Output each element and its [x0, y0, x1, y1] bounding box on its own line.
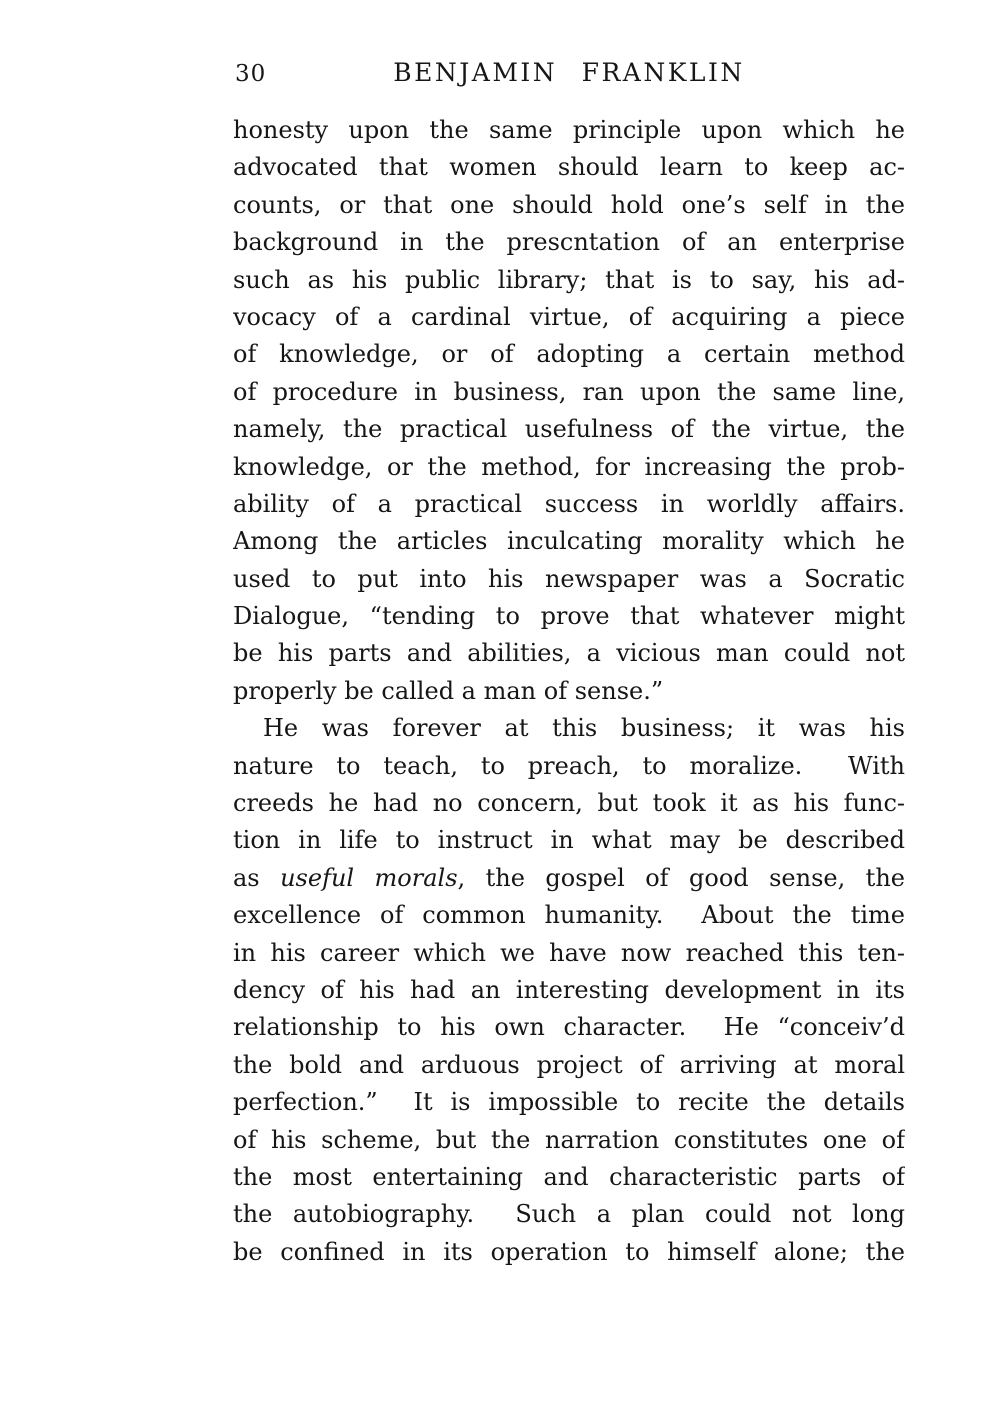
text-line	[233, 935, 905, 972]
text-segment: background in the prescntation of an enterprise	[233, 228, 905, 257]
text-line	[233, 449, 905, 486]
text-segment: , the gospel of good sense, the	[457, 863, 905, 892]
text-line	[233, 1122, 905, 1159]
text-segment: dency of his had an interesting development in its	[233, 975, 905, 1004]
text-line	[233, 1234, 905, 1271]
text-line	[233, 187, 905, 224]
italic-text: useful morals	[280, 863, 458, 892]
paragraph	[233, 112, 905, 710]
text-line	[233, 598, 905, 635]
text-line	[233, 1196, 905, 1233]
text-line	[233, 149, 905, 186]
text-line	[233, 112, 905, 149]
running-header	[233, 58, 905, 92]
text-line	[233, 262, 905, 299]
text-segment: of knowledge, or of adopting a certain method	[233, 340, 905, 369]
text-segment: knowledge, or the method, for increasing the prob-	[233, 452, 905, 481]
text-segment: nature to teach, to preach, to moralize. With	[233, 751, 905, 780]
text-segment: ability of a practical success in worldly affairs.	[233, 489, 905, 518]
text-segment: vocacy of a cardinal virtue, of acquiring a piece	[233, 302, 905, 331]
text-line	[233, 336, 905, 373]
paragraph	[233, 710, 905, 1271]
text-segment: tion in life to instruct in what may be described	[233, 826, 905, 855]
text-line	[233, 411, 905, 448]
page-text	[233, 112, 905, 1271]
text-line	[233, 374, 905, 411]
text-line	[233, 897, 905, 934]
text-segment: Dialogue, “tending to prove that whatever might	[233, 602, 905, 631]
text-segment: namely, the practical usefulness of the virtue, the	[233, 415, 905, 444]
text-segment: relationship to his own character. He “conceiv’d	[233, 1013, 905, 1042]
text-segment: used to put into his newspaper was a Socratic	[233, 564, 905, 593]
text-line	[233, 673, 905, 710]
text-line	[233, 486, 905, 523]
page-number: 30	[235, 61, 267, 87]
text-line	[233, 561, 905, 598]
text-line	[233, 1047, 905, 1084]
text-segment: of procedure in business, ran upon the same line,	[233, 377, 905, 406]
text-line	[233, 1009, 905, 1046]
text-segment: perfection.” It is impossible to recite the details	[233, 1088, 905, 1117]
text-line	[233, 523, 905, 560]
text-segment: the autobiography. Such a plan could not long	[233, 1200, 905, 1229]
text-segment: excellence of common humanity. About the time	[233, 901, 905, 930]
text-segment: such as his public library; that is to say, his ad-	[233, 265, 905, 294]
text-line	[233, 860, 905, 897]
text-line	[233, 748, 905, 785]
text-segment: Among the articles inculcating morality which he	[233, 527, 905, 556]
text-segment: honesty upon the same principle upon which he	[233, 116, 905, 144]
text-segment: of his scheme, but the narration constitutes one of	[233, 1125, 905, 1154]
text-segment: be his parts and abilities, a vicious man could not	[233, 639, 905, 668]
text-line	[233, 1159, 905, 1196]
text-segment: properly be called a man of sense.”	[233, 676, 664, 705]
text-line	[233, 822, 905, 859]
text-segment: creeds he had no concern, but took it as his func-	[233, 789, 905, 818]
text-line	[233, 299, 905, 336]
text-line	[233, 972, 905, 1009]
text-line	[233, 1084, 905, 1121]
text-line	[233, 710, 905, 747]
text-segment: advocated that women should learn to keep ac-	[233, 153, 905, 182]
text-segment: the most entertaining and characteristic parts of	[233, 1162, 905, 1191]
running-header-title: BENJAMIN FRANKLIN	[393, 58, 745, 87]
text-line	[233, 224, 905, 261]
text-line	[233, 785, 905, 822]
text-segment: He was forever at this business; it was his	[263, 714, 905, 743]
text-segment: counts, or that one should hold one’s self in the	[233, 190, 905, 219]
text-segment: as	[233, 863, 281, 892]
text-segment: the bold and arduous project of arriving at moral	[233, 1050, 905, 1079]
text-segment: be confined in its operation to himself alone; the	[233, 1237, 905, 1266]
text-line	[233, 635, 905, 672]
text-segment: in his career which we have now reached this ten-	[233, 938, 905, 967]
